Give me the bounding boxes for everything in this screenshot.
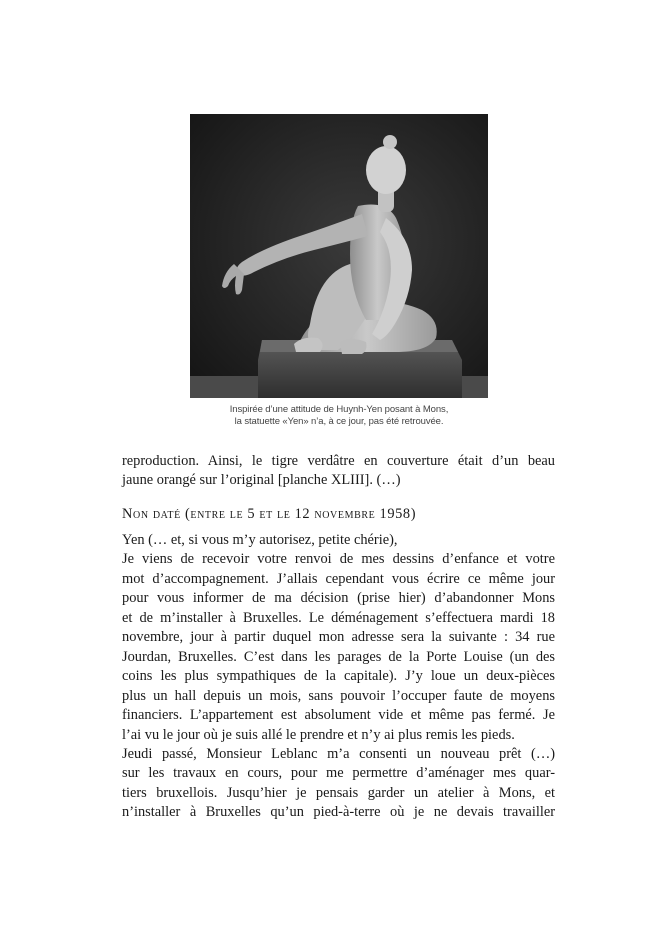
text-line: sur les travaux en cours, pour me permettre d’aménager mes quar-	[122, 765, 555, 782]
text-line: reproduction. Ainsi, le tigre verdâtre en couverture était d’un beau	[122, 453, 555, 469]
statuette-illustration	[190, 114, 488, 398]
caption-line: la statuette «Yen» n’a, à ce jour, pas été retrouvée.	[234, 416, 444, 427]
text-line: mot d’accompagnement. J’allais cependant vous écrire ce même jour	[122, 570, 555, 587]
intro-paragraph	[122, 452, 555, 491]
text-line: l’ai vu le jour où je suis allé le prendre et n’y ai plus remis les pieds.	[122, 726, 515, 743]
text-line: Jourdan, Bruxelles. C’est dans les parages de la Porte Louise (un des	[122, 648, 555, 665]
text-line: jaune orangé sur l’original [planche XLIII]. (…)	[122, 472, 401, 489]
text-line: novembre, jour à partir duquel mon adresse sera la suivante : 34 rue	[122, 629, 555, 646]
text-line: Yen (… et, si vous m’y autorisez, petite chérie),	[122, 532, 398, 548]
text-line: Je viens de recevoir votre renvoi de mes dessins d’enfance et votre	[122, 551, 555, 568]
text-line: Jeudi passé, Monsieur Leblanc m’a consenti un nouveau prêt (…)	[122, 745, 555, 762]
text-line: tiers bruxellois. Jusqu’hier je pensais garder un atelier à Mons, et	[122, 784, 555, 801]
text-line: pour vous informer de ma décision (prise hier) d’abandonner Mons	[122, 590, 555, 607]
text-line: et de m’installer à Bruxelles. Le déménagement s’effectuera mardi 18	[122, 609, 555, 626]
statuette-photo	[190, 114, 488, 398]
letter-heading: Non daté (entre le 5 et le 12 novembre 1958)	[122, 506, 417, 522]
text-line: n’installer à Bruxelles qu’un pied-à-terre où je ne devais travailler	[122, 804, 555, 821]
text-line: plus un hall depuis un mois, sans pouvoir l’occuper faute de moyens	[122, 687, 555, 704]
figure-caption	[190, 404, 488, 428]
caption-line: Inspirée d’une attitude de Huynh-Yen posant à Mons,	[229, 404, 449, 415]
text-line: financiers. L’appartement est absolument vide et même pas fermé. Je	[122, 707, 555, 724]
letter-body	[122, 531, 555, 823]
text-line: coins les plus sympathiques de la capitale). J’y loue un deux-pièces	[122, 668, 555, 685]
